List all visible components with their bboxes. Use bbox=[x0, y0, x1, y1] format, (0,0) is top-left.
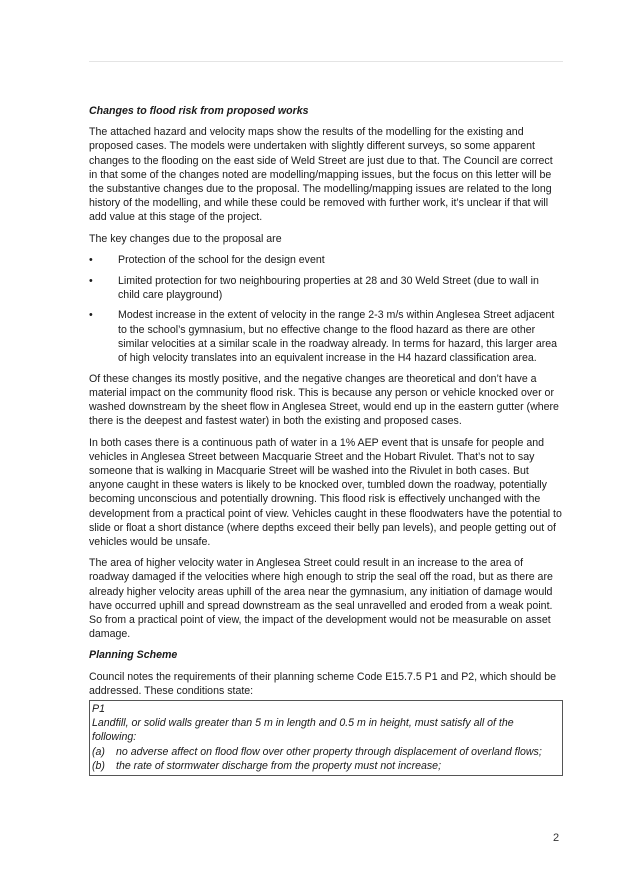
page-number: 2 bbox=[553, 832, 560, 844]
clause-text: no adverse affect on flood flow over other property through displacement of overland flows; bbox=[116, 745, 542, 758]
list-item bbox=[89, 308, 563, 365]
clause-id: (a) bbox=[92, 745, 105, 758]
bullet-icon: • bbox=[89, 309, 93, 322]
paragraph-key-changes-intro: The key changes due to the proposal are bbox=[89, 232, 282, 245]
header-divider bbox=[89, 61, 563, 62]
paragraph-planning-requirements: Council notes the requirements of their planning scheme Code E15.7.5 P1 and P2, which should be addressed. These conditions state: bbox=[89, 670, 557, 697]
bullet-icon: • bbox=[89, 253, 93, 266]
paragraph-continuous-path: In both cases there is a continuous path of water in a 1% AEP event that is unsafe for people and vehicles in Anglesea Street between Macquarie Street and the Hobart Rivulet. That’s not to say someone that is walking in Macquarie Street will be washed into the Rivulet in both cases. But anyone caught in these waters is likely to be knocked over, tumbled down the roadway, potentially becoming unconscious and potentially drowning. This flood risk is effectively unchanged with the development from a practical point of view. Vehicles caught in these floodwaters have the potential to slide or float a short distance (where depths exceed their belly pan levels), and people getting out of vehicles would be unsafe. bbox=[89, 436, 562, 548]
clause-id: (b) bbox=[92, 759, 105, 772]
list-item bbox=[89, 253, 563, 267]
bullet-icon: • bbox=[89, 274, 93, 287]
list-item-text: Protection of the school for the design event bbox=[118, 253, 325, 266]
paragraph-maps: The attached hazard and velocity maps show the results of the modelling for the existing and proposed cases. The models were undertaken with slightly different surveys, so some apparent changes to the flooding on the east side of Weld Street are just due to that. The Council are correct in that some of the changes noted are modelling/mapping issues, but the focus on this letter will be the substantive changes due to the proposal. The modelling/mapping issues are related to the long history of the modelling, and while these could be removed with further work, it’s unclear if that will add value at this stage of the project. bbox=[89, 126, 553, 224]
paragraph-road-damage: The area of higher velocity water in Anglesea Street could result in an increase to the area of roadway damaged if the velocities where high enough to strip the seal off the road, but as there are already higher velocity areas uphill of the area near the gymnasium, any initiation of damage would have occurred uphill and spread downstream as the seal unravelled and eroded from a weak point. So from a practical point of view, the impact of the development would not be measurable on asset damage. bbox=[89, 557, 553, 641]
quote-label: P1 bbox=[92, 703, 105, 716]
list-item-text: Limited protection for two neighbouring properties at 28 and 30 Weld Street (due to wall in child care playground) bbox=[118, 274, 539, 301]
quote-clause bbox=[92, 745, 560, 759]
paragraph-changes-assessment: Of these changes its mostly positive, and the negative changes are theoretical and don’t have a material impact on the community flood risk. This is because any person or vehicle knocked over or washed downstream by the sheet flow in Anglesea Street, would end up in the eastern gutter (where there is the deepest and fastest water) in both the existing and proposed cases. bbox=[89, 372, 559, 428]
list-item bbox=[89, 274, 563, 302]
list-item-text: Modest increase in the extent of velocity in the range 2-3 m/s within Anglesea Street adjacent to the school’s gymnasium, but no effective change to the flood hazard as there are other similar velocities at a similar scale in the roadway already. In terms for hazard, this larger area of high velocity translates into an equivalent increase in the H4 hazard classification area. bbox=[118, 309, 558, 365]
planning-code-quote-box bbox=[89, 700, 563, 776]
letter-body bbox=[89, 104, 563, 776]
section-heading-flood-risk: Changes to flood risk from proposed works bbox=[89, 105, 309, 117]
key-changes-list bbox=[89, 253, 563, 365]
quote-text: Landfill, or solid walls greater than 5 m in length and 0.5 m in height, must satisfy all of the following: bbox=[92, 717, 514, 744]
quote-clause bbox=[92, 759, 560, 773]
section-heading-planning-scheme: Planning Scheme bbox=[89, 649, 178, 662]
clause-text: the rate of stormwater discharge from the property must not increase; bbox=[116, 759, 442, 772]
